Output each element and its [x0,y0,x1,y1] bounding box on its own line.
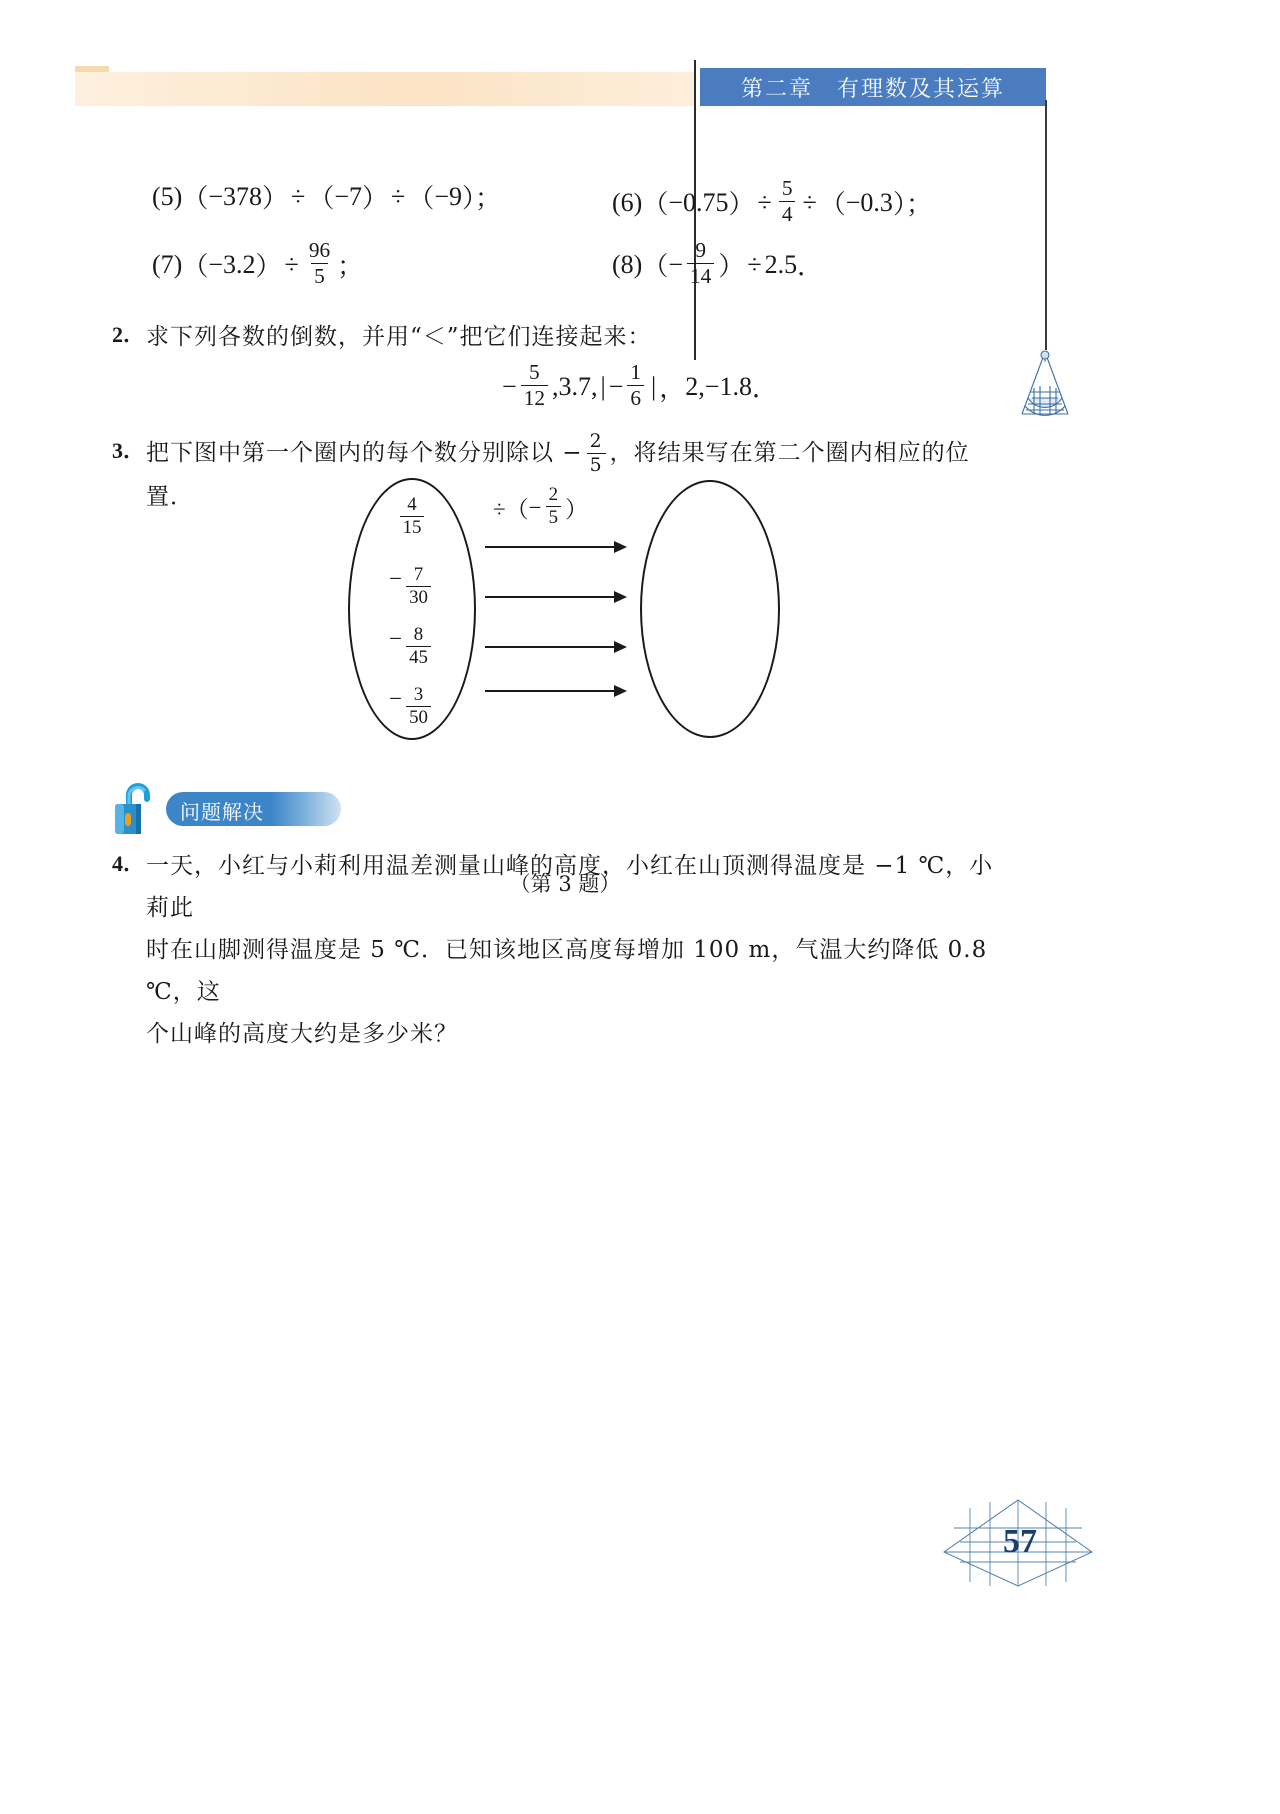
diagram-value [348,626,476,670]
problem-3-number [112,432,146,465]
diagram-arrow [485,546,625,548]
chapter-banner [700,68,1046,106]
exercise-row [0,178,1000,240]
badge-label: 问题解决 [180,800,264,824]
problem-2-text: 求下列各数的倒数，并用“＜”把它们连接起来： [146,324,652,350]
section-badge [112,782,342,836]
math-text: （ [819,190,846,220]
page-header [0,60,1280,108]
math-text: −9 [434,181,462,211]
math-operator: ÷ [291,181,306,211]
fraction [306,239,333,288]
fraction-numerator: 8 [413,624,424,645]
math-text: ） [262,184,289,213]
math-text: ； [337,252,364,282]
math-sign: − [389,686,403,711]
fraction-numerator: 4 [407,494,417,515]
fraction-numerator: 2 [548,484,559,505]
margin-guide-line [1045,100,1047,350]
problem-4-dot: ． [123,851,146,876]
math-text: （ [182,252,209,282]
fraction [406,565,431,609]
fraction-denominator: 5 [587,453,606,475]
fraction [406,625,431,669]
math-text: （ [408,184,435,213]
math-text: 2.5 [764,249,798,279]
fraction-numerator: 1 [630,360,642,384]
figure-caption: （第 3 题） [509,872,621,896]
problem-4 [112,845,1012,1055]
exercise-item-8 [612,240,823,289]
math-operator: ÷ [802,187,817,217]
math-separator: ， [659,374,686,404]
header-decor-band [75,72,695,106]
problem-3-text-after: ，将结果写在第二个圈内相应的位置． [146,440,970,510]
fraction [406,685,431,729]
fraction-denominator: 5 [311,263,328,288]
diagram-value [348,686,476,730]
problem-3-dot: ． [123,438,146,463]
math-number: −1.8 [704,371,752,401]
problem-3-divisor [554,430,610,476]
exercise-item-6 [612,178,932,227]
math-number: 2 [685,371,699,401]
math-text: （ [642,190,669,220]
math-text: （ [308,184,335,213]
math-sign: − [502,371,517,401]
problem-3-diagram [330,478,800,758]
fraction-denominator: 12 [521,385,548,410]
problem-2-numbers [502,362,778,411]
chapter-title: 第二章 有理数及其运算 [740,75,1005,101]
fraction-numerator: 96 [308,238,331,262]
fraction-denominator: 45 [406,646,431,668]
math-text: ） [255,252,282,282]
math-operator: ÷ [757,187,772,217]
fraction-numerator: 5 [781,176,793,200]
math-text: ）； [461,184,501,213]
diagram-operation-label [493,486,588,530]
fraction-numerator: 2 [589,430,603,453]
absolute-bar: | [600,371,606,401]
math-text: −378 [208,181,263,211]
math-text: −3.2 [208,249,256,279]
math-text: ） [565,497,589,523]
badge-pill [166,792,341,826]
math-text: ） [718,252,745,282]
problem-4-line: 一天，小红与小莉利用温差测量山峰的高度，小红在山顶测得温度是 −1 ℃，小莉此 [146,853,994,921]
problem-2 [112,316,1012,358]
fraction-numerator: 9 [695,238,706,262]
exercise-list [0,178,1000,302]
math-text: ）； [892,190,932,220]
math-text: ） [362,184,389,213]
math-operator: ÷ [747,249,762,279]
math-separator: , [591,371,598,401]
problem-3-index: 3 [112,438,123,463]
problem-3-text-before: 把下图中第一个圈内的每个数分别除以 [146,440,554,466]
fraction-numerator: 3 [413,684,424,705]
fraction [587,431,606,475]
math-sign: − [528,494,542,520]
math-sign: − [554,440,583,466]
problem-4-line: 个山峰的高度大约是多少米？ [146,1021,458,1047]
math-text: （ [642,252,669,282]
problem-2-number-list [0,362,1280,411]
fraction [546,485,561,529]
exercise-item-7 [152,240,363,289]
math-text: （ [182,184,209,213]
problem-4-index: 4 [112,851,123,876]
math-operator: ÷ [391,181,406,211]
math-operator: ÷ [284,249,299,279]
fraction-denominator: 5 [546,506,561,528]
problem-4-text [146,845,1012,1055]
math-text: ． [797,252,824,282]
problem-2-dot: ． [123,322,146,347]
problem-4-number [112,845,146,878]
fraction [627,361,644,410]
diagram-arrow [485,646,625,648]
fraction-numerator: 5 [529,360,540,384]
absolute-bar: | [651,371,657,401]
math-number: 3.7 [558,371,591,401]
page-number: 57 [1003,1523,1037,1560]
fraction [687,239,714,288]
math-text: −7 [334,181,362,211]
fraction-denominator: 50 [406,706,431,728]
exercise-label: (5) [152,181,183,211]
math-text: −0.75 [668,187,729,217]
math-text: ） [728,190,755,220]
fraction-denominator: 4 [779,201,796,226]
fraction-denominator: 6 [627,385,644,410]
math-separator: ． [751,374,778,404]
problem-4-line: 时在山脚测得温度是 5 ℃．已知该地区高度每增加 100 m，气温大约降低 0.8 ℃，这 [146,937,988,1005]
diagram-arrow [485,596,625,598]
fraction [400,495,425,539]
fraction [779,177,796,226]
math-separator: , [698,371,705,401]
problem-2-number [112,316,146,349]
problem-2-index: 2 [112,322,123,347]
math-text: ÷（ [493,497,529,523]
diagram-arrow [485,690,625,692]
fraction [521,361,548,410]
exercise-label: (7) [152,249,183,279]
exercise-row [0,240,1000,302]
exercise-label: (6) [612,187,643,217]
math-sign: − [389,626,403,651]
math-text: −0.3 [845,187,893,217]
fraction-numerator: 7 [413,564,424,585]
fraction-denominator: 30 [406,586,431,608]
math-sign: − [389,566,403,591]
math-sign: − [608,371,624,401]
fraction-denominator: 14 [687,263,714,288]
fraction-denominator: 15 [400,516,425,538]
math-separator: , [552,371,559,401]
exercise-label: (8) [612,249,643,279]
math-text: − [668,249,684,279]
diagram-value [348,566,476,610]
exercise-item-5 [152,178,501,215]
lock-icon [112,782,168,841]
diagram-value [348,496,476,540]
result-circle [640,480,780,738]
